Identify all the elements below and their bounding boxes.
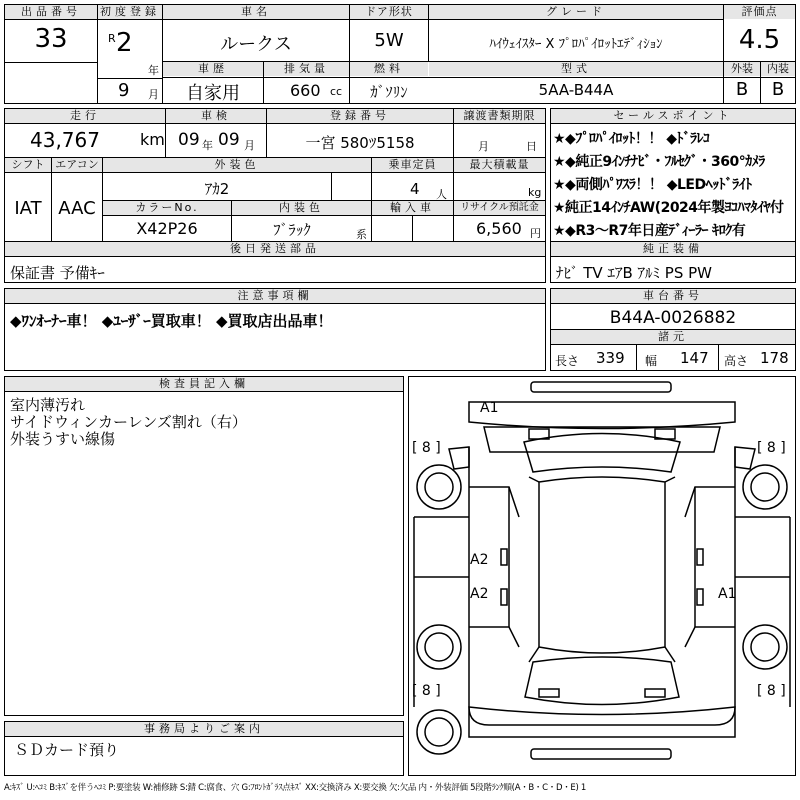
load-unit: kg [528, 186, 542, 199]
car-name-value: ルークス [220, 34, 292, 55]
plate-label: 登録番号 [267, 109, 453, 123]
score-value: 4.5 [738, 25, 781, 55]
ext-grade-label: 外装 [724, 62, 760, 76]
year-value: 2 [116, 28, 133, 58]
color-no-label: カラーNo. [103, 201, 231, 215]
ac-label: エアコン [52, 158, 102, 172]
office-label: 事務局よりご案内 [5, 722, 403, 736]
sales-points-label: セールスポイント [551, 109, 795, 123]
capacity-value: 4 [410, 180, 420, 198]
era-value: R [108, 32, 116, 45]
caution-label: 注意事項欄 [5, 289, 545, 303]
score-label: 評価点 [724, 5, 795, 19]
ext-color-value: ｱｶ2 [204, 180, 230, 198]
month-unit: 月 [148, 88, 159, 101]
fuel-label: 燃料 [350, 62, 428, 76]
lot-value: 33 [34, 24, 68, 54]
inspection-month: 09 [218, 130, 240, 150]
displacement-value: 660 [290, 81, 321, 100]
specs-label: 諸元 [551, 330, 795, 344]
ext-grade-value: B [735, 79, 749, 100]
height-label: 高さ [724, 354, 749, 368]
inspector-label: 検査員記入欄 [5, 377, 403, 391]
door-label: ドア形状 [350, 5, 428, 19]
later-parts-value: 保証書 予備ｷｰ [10, 264, 105, 282]
grade-value: ﾊｲｳｪｲｽﾀｰ X ﾌﾟﾛﾊﾟｲﾛｯﾄｴﾃﾞｨｼｮﾝ [489, 37, 663, 52]
sales-point-line: ★◆両側ﾊﾟﾜｽﾗ！！ ◆LEDﾍｯﾄﾞﾗｲﾄ [553, 177, 752, 193]
width-value: 147 [680, 349, 709, 367]
length-value: 339 [596, 349, 625, 367]
mileage-unit: km [140, 130, 165, 149]
office-value: ＳＤカード預り [14, 741, 120, 759]
history-label: 車歴 [163, 62, 263, 76]
int-grade-value: B [771, 79, 785, 100]
int-color-value: ﾌﾞﾗｯｸ [273, 221, 311, 239]
int-color-label: 内装色 [232, 201, 371, 215]
tire-depth: [ 8 ] [757, 683, 786, 699]
int-color-suffix: 系 [356, 228, 367, 241]
damage-mark: A2 [470, 586, 489, 602]
plate-value: 一宮 580ﾂ5158 [305, 134, 415, 152]
legend-text: A:ｷｽﾞ U:ﾍｺﾐ B:ｷｽﾞを伴うﾍｺﾐ P:要塗装 W:補修跡 S:錆 C:腐食、穴 G:ﾌﾛﾝﾄｶﾞﾗｽ点ｷｽﾞ XX:交換済み X:要交換 欠:欠品 内・外装評価 5段階ﾗﾝｸ順(A・B・C・D・E) 1 [4, 783, 587, 793]
int-grade-label: 内装 [761, 62, 795, 76]
recycle-value: 6,560 [476, 219, 522, 238]
shift-label: シフト [5, 158, 51, 172]
recycle-label: リサイクル預託金 [454, 201, 545, 215]
tire-depth: [ 8 ] [412, 683, 441, 699]
color-no-value: X42P26 [136, 219, 198, 238]
tire-depth: [ 8 ] [757, 440, 786, 456]
later-parts-label: 後日発送部品 [5, 242, 545, 256]
inspector-note: 外装うすい線傷 [10, 431, 116, 448]
inspector-note: サイドウィンカーレンズ割れ（右） [10, 414, 247, 431]
deadline-day-unit: 日 [526, 140, 537, 153]
equipment-value: ﾅﾋﾞ TV ｴｱB ｱﾙﾐ PS PW [556, 264, 712, 282]
year-unit: 年 [148, 64, 159, 77]
caution-value: ◆ﾜﾝｵｰﾅｰ車！ ◆ﾕｰｻﾞｰ買取車！ ◆買取店出品車！ [10, 312, 333, 330]
history-value: 自家用 [186, 83, 240, 104]
door-value: 5W [374, 30, 404, 51]
shift-value: IAT [14, 198, 42, 219]
deadline-month-unit: 月 [478, 140, 489, 153]
inspection-month-unit: 月 [244, 139, 255, 152]
ext-color-label: 外装色 [103, 158, 371, 172]
car-name-label: 車名 [163, 5, 349, 19]
inspection-label: 車検 [166, 109, 266, 123]
lot-label: 出品番号 [5, 5, 97, 19]
sales-point-line: ★純正14ｲﾝﾁAW(2024年製ﾖｺﾊﾏﾀｲﾔ付 [553, 200, 784, 216]
mileage-label: 走行 [5, 109, 165, 123]
inspection-year-unit: 年 [202, 139, 213, 152]
vehicle-diagram [409, 377, 795, 775]
load-label: 最大積載量 [454, 158, 545, 172]
displacement-label: 排気量 [264, 62, 349, 76]
damage-mark: A1 [718, 586, 737, 602]
sales-point-line: ★◆ﾌﾟﾛﾊﾟｲﾛｯﾄ！！ ◆ﾄﾞﾗﾚｺ [553, 131, 710, 147]
import-label: 輸入車 [372, 201, 453, 215]
mileage-value: 43,767 [30, 128, 100, 152]
capacity-unit: 人 [436, 188, 447, 201]
sales-point-line: ★◆R3～R7年日産ﾃﾞｨｰﾗｰ ｷﾛｸ有 [553, 223, 746, 239]
equipment-label: 純正装備 [551, 242, 795, 256]
width-label: 幅 [645, 354, 658, 368]
sales-point-line: ★◆純正9ｲﾝﾁﾅﾋﾞ・ﾌﾙｾｸﾞ・360°ｶﾒﾗ [553, 154, 765, 170]
chassis-value: B44A-0026882 [609, 308, 737, 328]
displacement-unit: cc [330, 85, 343, 98]
fuel-value: ｶﾞｿﾘﾝ [370, 83, 408, 101]
chassis-label: 車台番号 [551, 289, 795, 303]
month-value: 9 [118, 80, 130, 101]
grade-label: グレード [429, 5, 723, 19]
model-value: 5AA-B44A [538, 81, 614, 99]
inspector-note: 室内薄汚れ [10, 397, 86, 414]
capacity-label: 乗車定員 [372, 158, 453, 172]
tire-depth: [ 8 ] [412, 440, 441, 456]
model-label: 型式 [429, 62, 723, 76]
first-reg-label: 初度登録 [100, 5, 160, 18]
deadline-label: 譲渡書類期限 [454, 109, 545, 123]
ac-value: AAC [58, 198, 96, 219]
length-label: 長さ [555, 354, 580, 368]
height-value: 178 [760, 349, 789, 367]
damage-mark: A1 [480, 400, 499, 416]
recycle-unit: 円 [530, 227, 541, 240]
inspection-year: 09 [178, 130, 200, 150]
damage-mark: A2 [470, 552, 489, 568]
